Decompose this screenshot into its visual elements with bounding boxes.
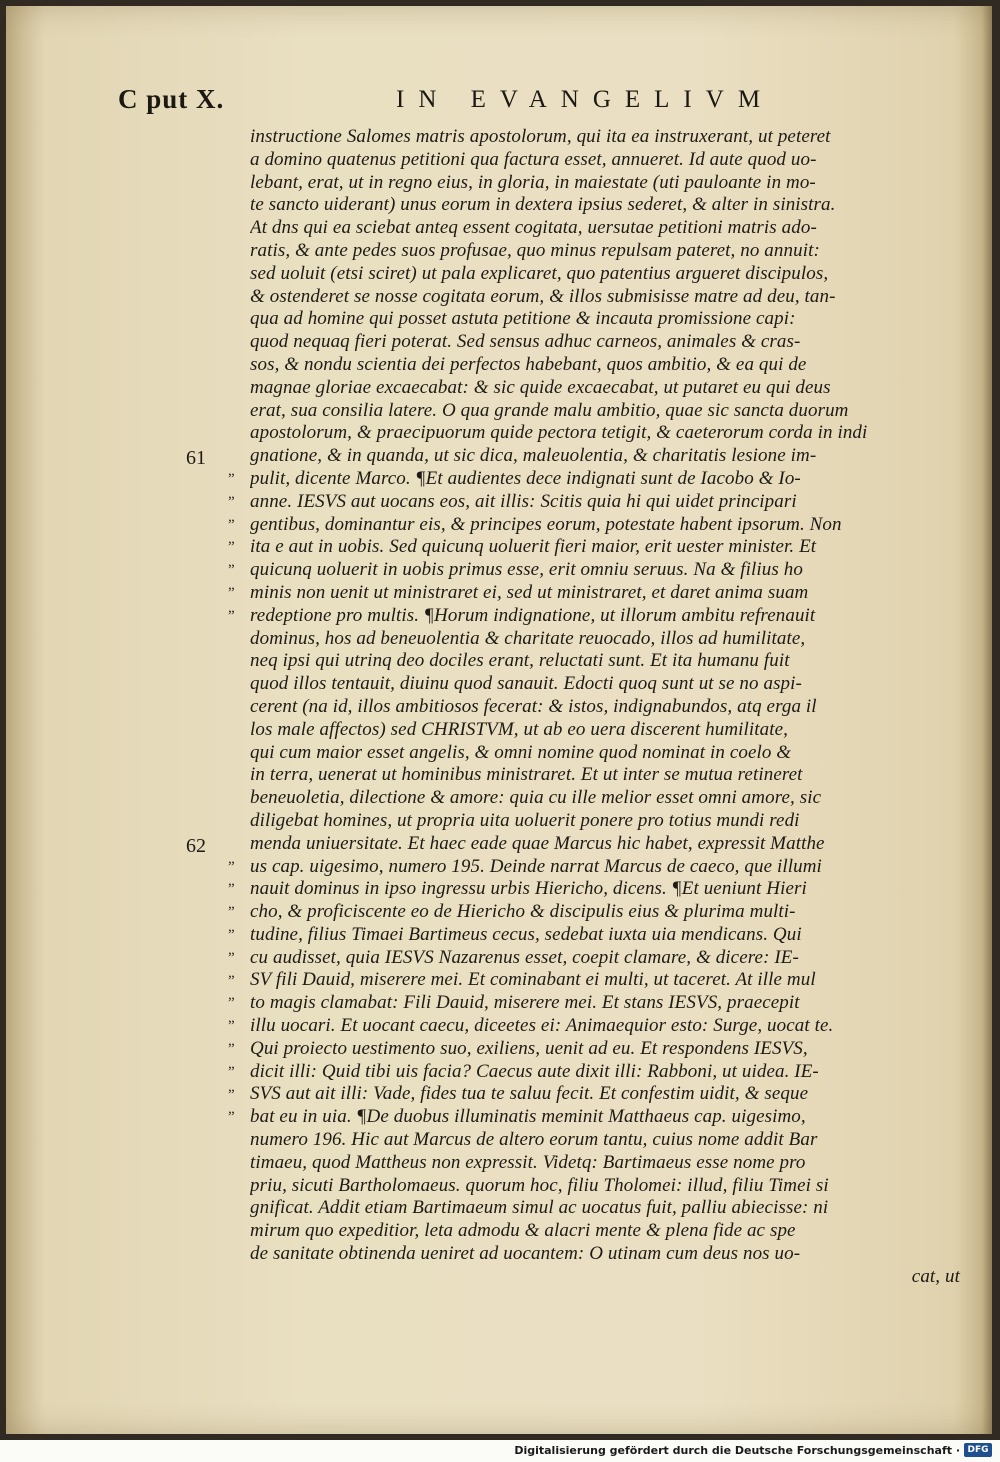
text-line: gentibus, dominantur eis, & principes eorum, potestate habent ipsorum. Non <box>250 513 842 535</box>
quote-marker: ” <box>228 493 235 510</box>
text-line: cat, ut <box>911 1265 960 1287</box>
text-line: los male affectos) sed CHRISTVM, ut ab eo uera discerent humilitate, <box>250 718 789 740</box>
text-line: to magis clamabat: Fili Dauid, miserere mei. Et stans IESVS, praecepit <box>250 992 800 1014</box>
quote-marker: ” <box>228 881 235 898</box>
margin-number-62: 62 <box>186 835 206 857</box>
margin-number-61: 61 <box>186 447 206 469</box>
text-line: Qui proiecto uestimento suo, exiliens, uenit ad eu. Et respondens IESVS, <box>250 1037 808 1059</box>
quote-marker: ” <box>228 858 235 875</box>
quote-marker: ” <box>228 995 235 1012</box>
text-line: us cap. uigesimo, numero 195. Deinde narrat Marcus de caeco, que illumi <box>250 855 822 877</box>
text-line: menda uniuersitate. Et haec eade quae Marcus hic habet, expressit Matthe <box>250 832 825 854</box>
text-line: neq ipsi qui utrinq deo dociles erant, reluctati sunt. Et ita humanu fuit <box>250 650 790 672</box>
text-line: nauit dominus in ipso ingressu urbis Hiericho, dicens. ¶Et ueniunt Hieri <box>250 878 807 900</box>
text-line: qui cum maior esset angelis, & omni nomine quod nominat in coelo & <box>250 741 792 763</box>
text-line: diligebat homines, ut propria uita uoluerit ponere pro totius mundi redi <box>250 809 800 831</box>
text-line: timaeu, quod Mattheus non expressit. Videtq: Bartimaeus esse nome pro <box>250 1151 806 1173</box>
quote-marker: ” <box>228 1041 235 1057</box>
text-line: gnificat. Addit etiam Bartimaeum simul ac uocatus fuit, palliu abiecisse: ni <box>250 1197 829 1219</box>
text-line: instructione Salomes matris apostolorum, qui ita ea instruxerant, ut peteret <box>250 126 831 147</box>
text-line: magnae gloriae excaecabat: & sic quide excaecabat, ut putaret eu qui deus <box>250 376 831 398</box>
text-line: cu audisset, quia IESVS Nazarenus esset, coepit clamare, & dicere: IE- <box>250 946 799 968</box>
quote-marker: ” <box>228 585 235 601</box>
text-line: in terra, uenerat ut hominibus ministraret. Et ut inter se mutua retineret <box>250 764 803 786</box>
text-line: ita e aut in uobis. Sed quicunq uoluerit fieri maior, erit uester minister. Et <box>250 536 817 558</box>
text-line: sed uoluit (etsi sciret) ut pala explicaret, quo patentius argueret discipulos, <box>250 262 829 284</box>
running-title: IN EVANGELIVM <box>396 86 775 113</box>
quote-marker: ” <box>228 471 235 487</box>
quote-marker: ” <box>228 1063 235 1080</box>
text-line: sos, & nondu scientia dei perfectos habebant, quos ambitio, & ea qui de <box>250 353 807 375</box>
text-line: apostolorum, & praecipuorum quide pectora tetigit, & caeterorum corda in indi <box>250 422 868 444</box>
text-line: mirum quo expeditior, leta admodu & alacri mente & plena fide ac spe <box>250 1220 796 1242</box>
text-line: erat, sua consilia latere. O qua grande malu ambitio, quae sic sancta duorum <box>250 399 849 421</box>
quote-marker: ” <box>228 607 235 624</box>
chapter-label: C put X. <box>118 84 225 114</box>
text-line: lebant, erat, ut in regno eius, in gloria, in maiestate (uti pauloante in mo- <box>250 171 816 193</box>
quote-marker: ” <box>228 562 235 579</box>
text-line: numero 196. Hic aut Marcus de altero eorum tantu, cuius nome addit Bar <box>250 1129 818 1151</box>
quote-marker: ” <box>228 927 235 943</box>
text-line: quod nequaq fieri poterat. Sed sensus adhuc carneos, animales & cras- <box>250 331 801 353</box>
funding-credit: Digitalisierung gefördert durch die Deutsche Forschungsgemeinschaft · <box>514 1444 960 1457</box>
running-header <box>6 84 992 120</box>
text-line: quod illos tentauit, diuinu quod sanauit. Edocti quoq sunt ut se no aspi- <box>250 673 802 695</box>
text-line: te sancto uiderant) unus eorum in dextera ipsius sederet, & alter in sinistra. <box>250 194 836 216</box>
text-line: beneuoletia, dilectione & amore: quia cu ille melior esset omni amore, sic <box>250 787 822 809</box>
quote-marker: ” <box>228 949 235 966</box>
quote-marker: ” <box>228 1109 235 1126</box>
text-line: a domino quatenus petitioni qua factura esset, annueret. Id aute quod uo- <box>250 148 817 170</box>
text-line: cerent (na id, illos ambitiosos fecerat: & istos, indignabundos, atq erga il <box>250 695 817 717</box>
digitization-footer <box>0 1440 1000 1462</box>
text-line: illu uocari. Et uocant caecu, diceetes ei: Animaequior esto: Surge, uocat te. <box>250 1015 834 1037</box>
text-line: dominus, hos ad beneuolentia & charitate reuocado, illos ad humilitate, <box>250 627 806 649</box>
quote-marker: ” <box>228 904 235 921</box>
text-line: bat eu in uia. ¶De duobus illuminatis meminit Matthaeus cap. uigesimo, <box>250 1106 806 1128</box>
text-line: qua ad homine qui posset astuta petitione & incauta promissione capi: <box>250 308 796 330</box>
text-line: redeptione pro multis. ¶Horum indignatione, ut illorum ambitu refrenauit <box>250 604 816 626</box>
quote-marker: ” <box>228 972 235 989</box>
text-line: SV fili Dauid, miserere mei. Et cominabant ei multi, ut taceret. At ille mul <box>250 969 816 991</box>
quote-marker: ” <box>228 539 235 556</box>
text-line: anne. IESVS aut uocans eos, ait illis: Scitis quia hi qui uidet principari <box>250 490 797 512</box>
quote-marker: ” <box>228 516 235 533</box>
text-line: ratis, & ante pedes suos profusae, quo minus repulsam pateret, no annuit: <box>250 239 820 261</box>
dfg-logo-icon: DFG <box>964 1443 992 1457</box>
page-edge-shadow <box>982 6 992 1434</box>
text-line: dicit illi: Quid tibi uis facia? Caecus aute dixit illi: Rabboni, ut uidea. IE- <box>250 1060 819 1082</box>
text-line: minis non uenit ut ministraret ei, sed ut ministraret, et daret anima suam <box>250 581 809 603</box>
book-page <box>6 6 992 1434</box>
text-line: & ostenderet se nosse cogitata eorum, & illos submisisse matre ad deu, tan- <box>250 285 836 307</box>
text-line: cho, & proficiscente eo de Hiericho & discipulis eius & plurima multi- <box>250 901 796 923</box>
text-line: gnatione, & in quanda, ut sic dica, maleuolentia, & charitatis lesione im- <box>250 445 817 467</box>
text-line: priu, sicuti Bartholomaeus. quorum hoc, filiu Tholomei: illud, filiu Timei si <box>250 1174 829 1196</box>
text-line: SVS aut ait illi: Vade, fides tua te saluu fecit. Et confestim uidit, & seque <box>250 1083 809 1105</box>
quote-marker: ” <box>228 1086 235 1103</box>
body-text <box>250 126 968 1289</box>
text-line: de sanitate obtinenda ueniret ad uocantem: O utinam cum deus nos uo- <box>250 1243 801 1265</box>
text-line: tudine, filius Timaei Bartimeus cecus, sedebat iuxta uia mendicans. Qui <box>250 923 802 945</box>
text-line: pulit, dicente Marco. ¶Et audientes dece indignati sunt de Iacobo & Io- <box>250 467 801 489</box>
text-line: At dns qui ea sciebat anteq essent cogitata, uersutae petitioni matris ado- <box>250 217 817 239</box>
quote-marker: ” <box>228 1018 235 1035</box>
text-line: quicunq uoluerit in uobis primus esse, erit omniu seruus. Na & filius ho <box>250 559 803 581</box>
